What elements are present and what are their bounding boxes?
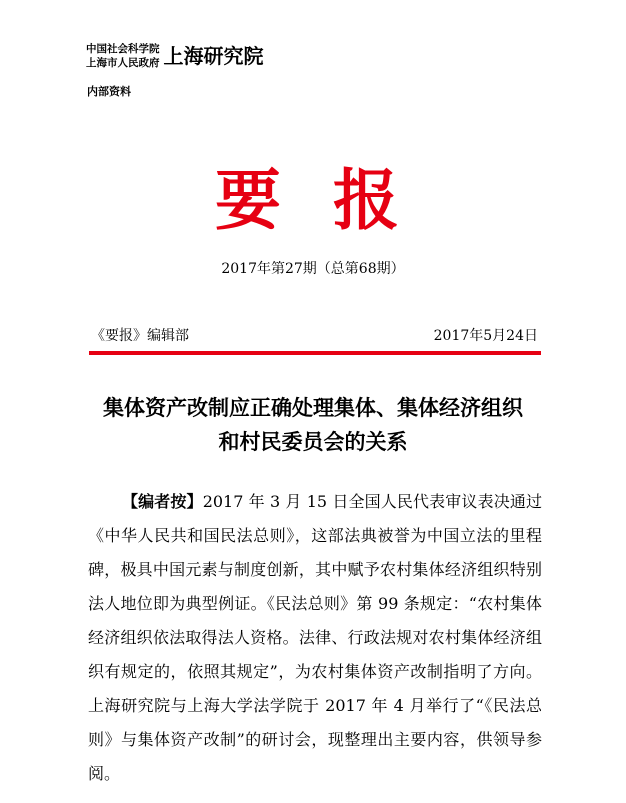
- sponsor-org-shanghai-gov: 上海市人民政府: [86, 57, 160, 69]
- issue-number: 2017年第27期（总第68期）: [221, 261, 405, 277]
- masthead-title: 要报: [215, 161, 451, 239]
- internal-document-label: 内部资料: [87, 85, 131, 98]
- sponsor-organizations: [86, 42, 160, 70]
- sponsor-org-cass: 中国社会科学院: [86, 43, 160, 55]
- institute-name: 上海研究院: [163, 44, 264, 68]
- editorial-department: 《要报》编辑部: [91, 328, 189, 344]
- editorial-info-row: [91, 326, 538, 346]
- article-title-line-2: 和村民委员会的关系: [218, 429, 408, 454]
- article-title-line-1: 集体资产改制应正确处理集体、集体经济组织: [103, 395, 523, 420]
- institute-header: [86, 41, 264, 71]
- editor-note-paragraph: [88, 485, 542, 791]
- article-title: [60, 391, 566, 459]
- editor-note-body: 2017 年 3 月 15 日全国人民代表审议表决通过《中华人民共和国民法总则》，这部法典被誉为中国立法的里程碑，极具中国元素与制度创新，其中赋予农村集体经济组织特别法人地位即为典型例证。《民法总则》第 99 条规定：“农村集体经济组织依法取得法人资格。法律、行政法规对农村集体经济组织有规定的，依照其规定”，为农村集体资产改制指明了方向。上海研究院与上海大学法学院于 2017 年 4 月举行了“《民法总则》与集体资产改制”的研讨会，现整理出主要内容，供领导参阅。: [88, 492, 542, 783]
- red-divider-rule: [89, 351, 541, 355]
- publication-date: 2017年5月24日: [433, 328, 538, 344]
- editor-note-tag: 【编者按】: [122, 492, 203, 511]
